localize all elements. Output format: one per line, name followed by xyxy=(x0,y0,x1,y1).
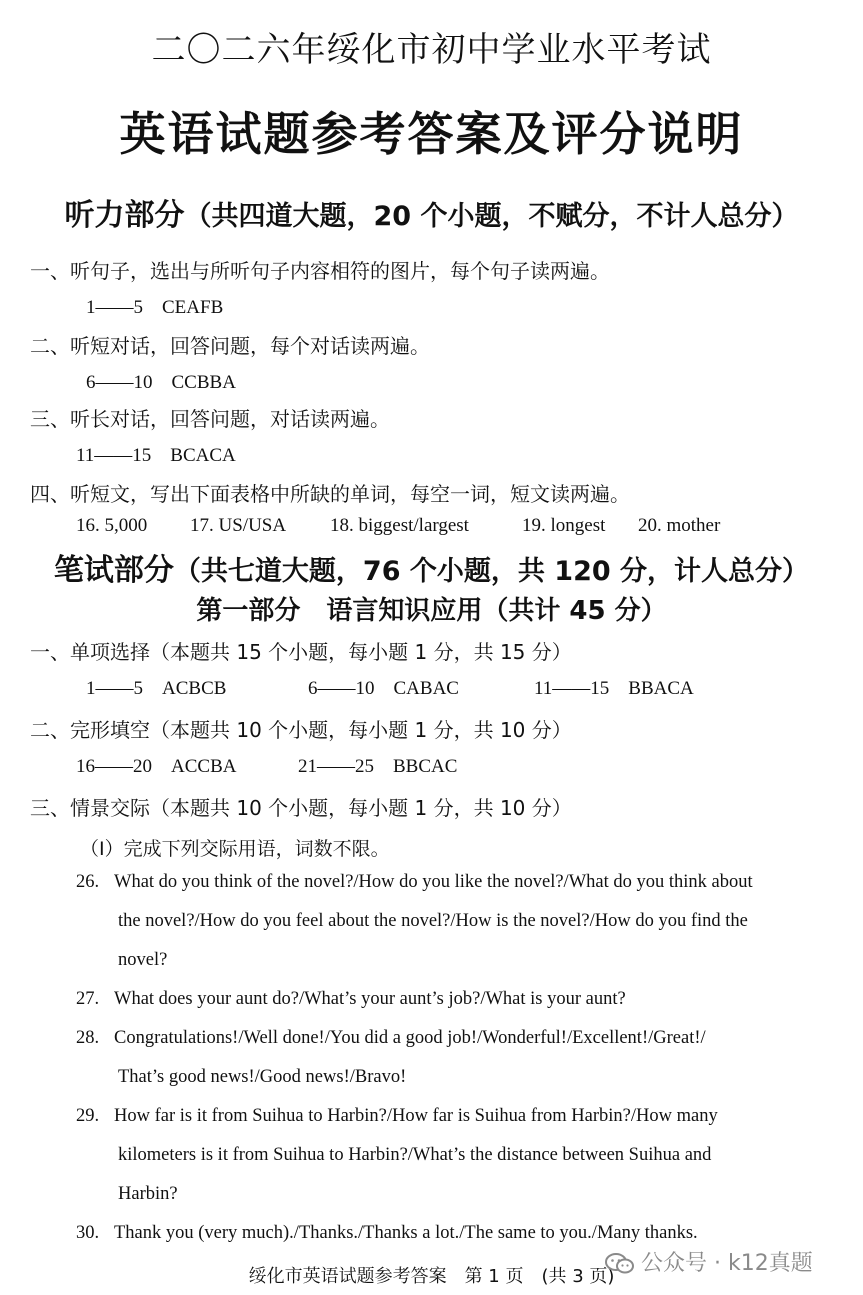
item-26-line-2: the novel?/How do you feel about the novel?/How is the novel?/How do you find the xyxy=(118,911,748,931)
item-30-num: 30. xyxy=(76,1223,100,1243)
item-27-line-1: What does your aunt do?/What’s your aunt’s job?/What is your aunt? xyxy=(114,989,626,1009)
part1-s1-answer-3: 11——15 BBACA xyxy=(534,678,694,699)
part1-s3-sub: （Ⅰ）完成下列交际用语，词数不限。 xyxy=(80,838,390,860)
listening-q4-answer-3: 18. biggest/largest xyxy=(330,515,469,536)
watermark-text: 公众号 · k12真题 xyxy=(641,1251,813,1276)
listening-q1-answer: 1——5 CEAFB xyxy=(86,297,224,318)
document-title: 英语试题参考答案及评分说明 xyxy=(119,107,744,161)
item-29-line-2: kilometers is it from Suihua to Harbin?/What’s the distance between Suihua and xyxy=(118,1145,712,1165)
listening-q2-answer: 6——10 CCBBA xyxy=(86,372,236,393)
item-29-line-3: Harbin? xyxy=(118,1184,178,1204)
wechat-icon xyxy=(605,1253,635,1275)
part1-s3-label: 三、情景交际（本题共 10 个小题，每小题 1 分，共 10 分） xyxy=(30,796,572,820)
watermark xyxy=(605,1246,813,1277)
item-28-num: 28. xyxy=(76,1028,100,1048)
written-heading xyxy=(0,545,863,589)
item-28-line-2: That’s good news!/Good news!/Bravo! xyxy=(118,1067,407,1087)
listening-q4-label: 四、听短文，写出下面表格中所缺的单词，每空一词，短文读两遍。 xyxy=(30,482,630,506)
listening-heading-note: （共四道大题，20 个小题，不赋分，不计人总分） xyxy=(184,201,799,232)
item-26-line-1: What do you think of the novel?/How do you like the novel?/What do you think about xyxy=(114,872,753,892)
listening-q1-label: 一、听句子，选出与所听句子内容相符的图片，每个句子读两遍。 xyxy=(30,259,610,283)
part1-s2-answer-1: 16——20 ACCBA xyxy=(76,756,237,777)
part1-s2-label: 二、完形填空（本题共 10 个小题，每小题 1 分，共 10 分） xyxy=(30,718,572,742)
listening-heading xyxy=(0,190,863,234)
page-footer: 绥化市英语试题参考答案 第 1 页 (共 3 页) xyxy=(248,1266,615,1287)
written-heading-note: （共七道大题，76 个小题，共 120 分，计人总分） xyxy=(173,556,810,587)
exam-title: 二〇二六年绥化市初中学业水平考试 xyxy=(151,30,712,70)
part1-s1-answer-2: 6——10 CABAC xyxy=(308,678,459,699)
item-26-num: 26. xyxy=(76,872,100,892)
written-heading-label: 笔试部分 xyxy=(53,553,174,588)
listening-q4-answer-5: 20. mother xyxy=(638,515,721,536)
listening-q3-label: 三、听长对话，回答问题，对话读两遍。 xyxy=(30,407,390,431)
part1-heading: 第一部分 语言知识应用（共计 45 分） xyxy=(196,596,667,626)
listening-q2-label: 二、听短对话，回答问题，每个对话读两遍。 xyxy=(30,334,430,358)
item-26-line-3: novel? xyxy=(118,950,168,970)
part1-s2-answer-2: 21——25 BBCAC xyxy=(298,756,458,777)
item-27-num: 27. xyxy=(76,989,100,1009)
listening-heading-label: 听力部分 xyxy=(64,198,185,233)
part1-s1-label: 一、单项选择（本题共 15 个小题，每小题 1 分，共 15 分） xyxy=(30,640,572,664)
listening-q4-answer-1: 16. 5,000 xyxy=(76,515,148,536)
item-28-line-1: Congratulations!/Well done!/You did a good job!/Wonderful!/Excellent!/Great!/ xyxy=(114,1028,706,1048)
item-29-num: 29. xyxy=(76,1106,100,1126)
listening-q4-answer-4: 19. longest xyxy=(522,515,606,536)
part1-s1-answer-1: 1——5 ACBCB xyxy=(86,678,227,699)
listening-q3-answer: 11——15 BCACA xyxy=(76,445,236,466)
item-29-line-1: How far is it from Suihua to Harbin?/How far is Suihua from Harbin?/How many xyxy=(114,1106,718,1126)
listening-q4-answer-2: 17. US/USA xyxy=(190,515,287,536)
item-30-line-1: Thank you (very much)./Thanks./Thanks a lot./The same to you./Many thanks. xyxy=(114,1223,698,1243)
